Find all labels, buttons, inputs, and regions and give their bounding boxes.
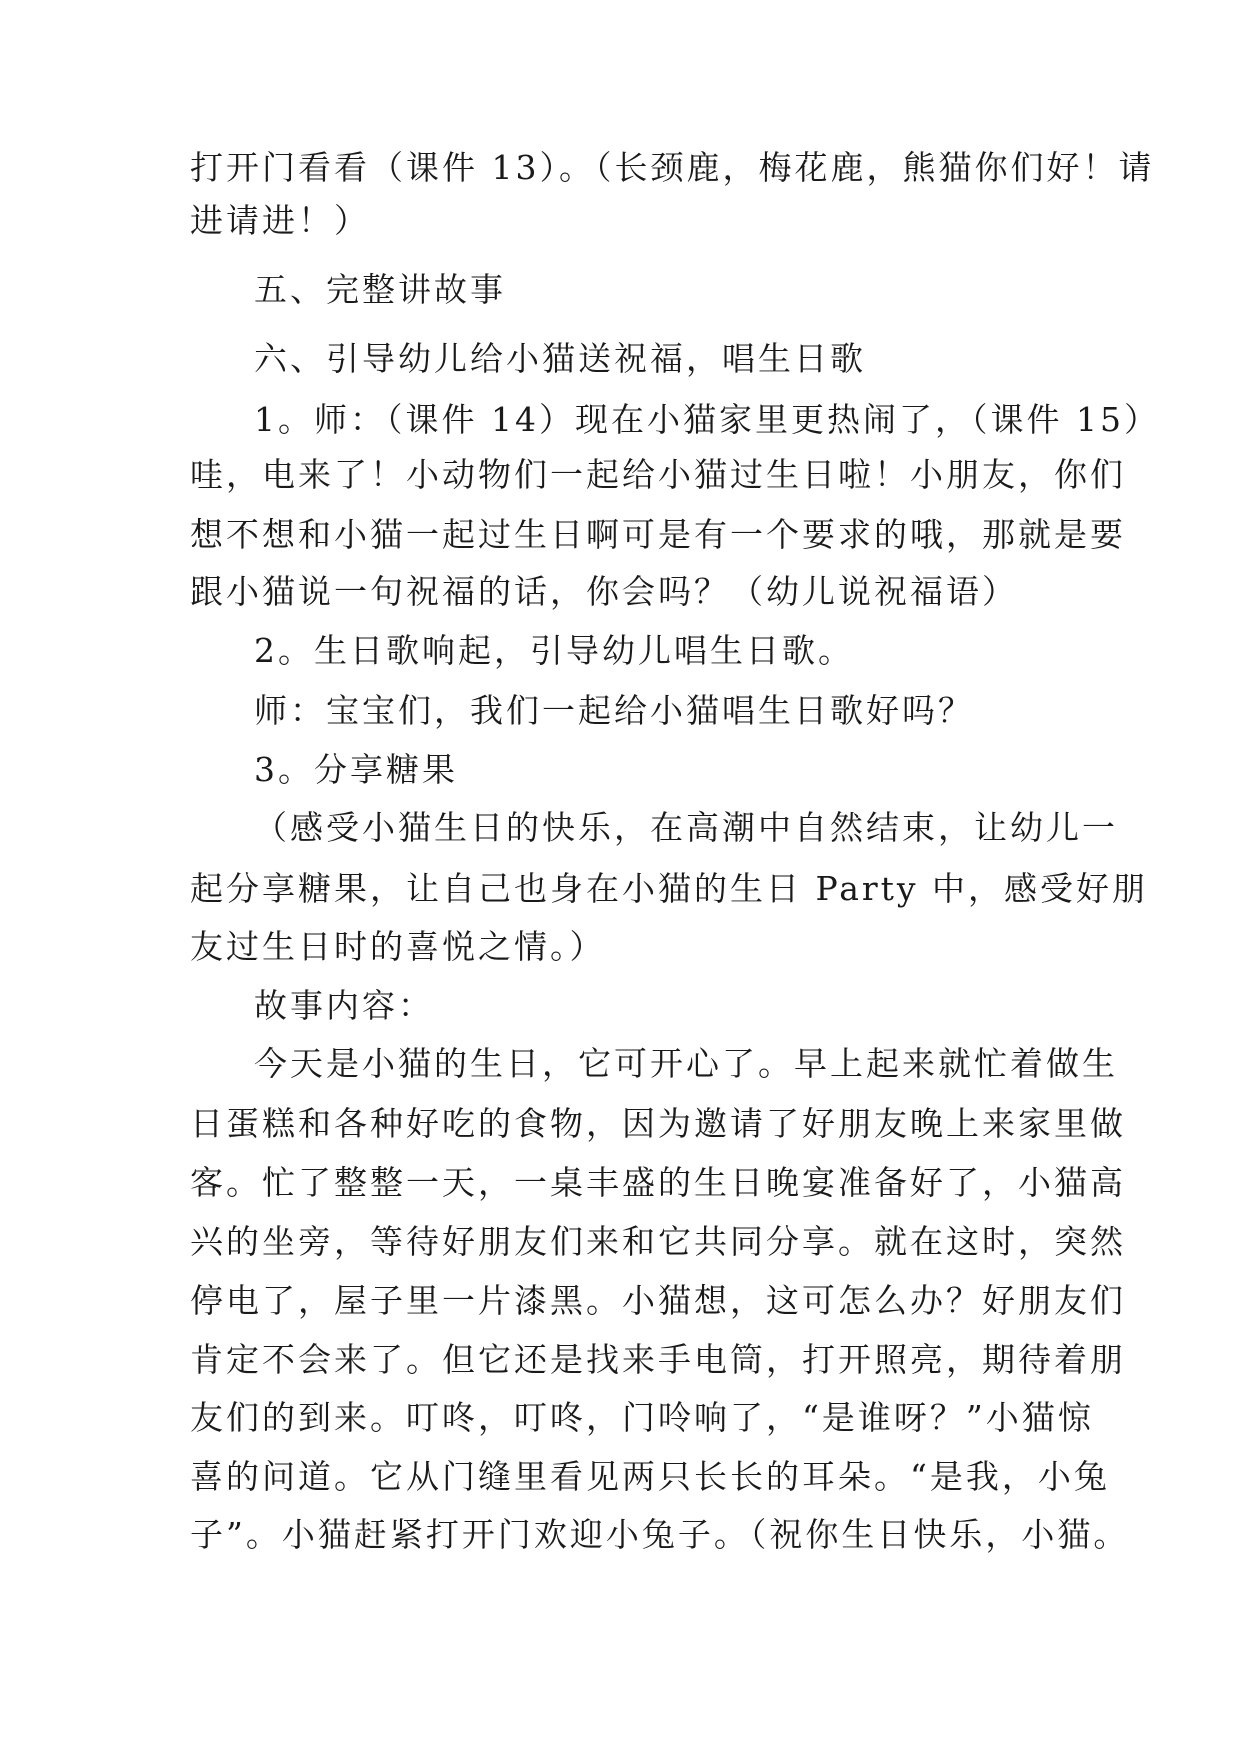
text-line: 喜的问道。它从门缝里看见两只长长的耳朵。“是我，小兔 [190,1457,1110,1496]
text-line: 今天是小猫的生日，它可开心了。早上起来就忙着做生 [254,1044,1118,1083]
text-line: 友过生日时的喜悦之情。） [190,927,606,966]
text-line: 哇，电来了！小动物们一起给小猫过生日啦！小朋友，你们 [190,455,1126,494]
text-line: 子”。小猫赶紧打开门欢迎小兔子。（祝你生日快乐，小猫。 [190,1515,1130,1554]
text-line: （感受小猫生日的快乐，在高潮中自然结束，让幼儿一 [254,808,1118,847]
text-line: 起分享糖果，让自己也身在小猫的生日 Party 中，感受好朋 [190,869,1149,908]
text-line: 跟小猫说一句祝福的话，你会吗？（幼儿说祝福语） [190,572,1018,611]
text-line: 肯定不会来了。但它还是找来手电筒，打开照亮，期待着朋 [190,1340,1126,1379]
text-line: 想不想和小猫一起过生日啊可是有一个要求的哦，那就是要 [190,515,1126,554]
text-line: 友们的到来。叮咚，叮咚，门呤响了，“是谁呀？”小猫惊 [190,1398,1094,1437]
text-line: 2。生日歌响起，引导幼儿唱生日歌。 [254,631,854,670]
text-line: 进请进！） [190,201,370,240]
text-line: 3。分享糖果 [254,750,458,789]
text-line: 停电了，屋子里一片漆黑。小猫想，这可怎么办？好朋友们 [190,1281,1126,1320]
text-line: 打开门看看（课件 13）。（长颈鹿，梅花鹿，熊猫你们好！请 [190,148,1155,187]
heading-5: 五、完整讲故事 [254,270,506,309]
text-line: 兴的坐旁，等待好朋友们来和它共同分享。就在这时，突然 [190,1222,1126,1261]
text-line: 日蛋糕和各种好吃的食物，因为邀请了好朋友晚上来家里做 [190,1104,1126,1143]
section-label: 故事内容： [254,986,434,1025]
text-line: 师：宝宝们，我们一起给小猫唱生日歌好吗？ [254,691,974,730]
text-line: 客。忙了整整一天，一桌丰盛的生日晚宴准备好了，小猫高 [190,1163,1126,1202]
text-line: 1。师：（课件 14）现在小猫家里更热闹了，（课件 15） [254,400,1160,439]
heading-6: 六、引导幼儿给小猫送祝福，唱生日歌 [254,339,866,378]
